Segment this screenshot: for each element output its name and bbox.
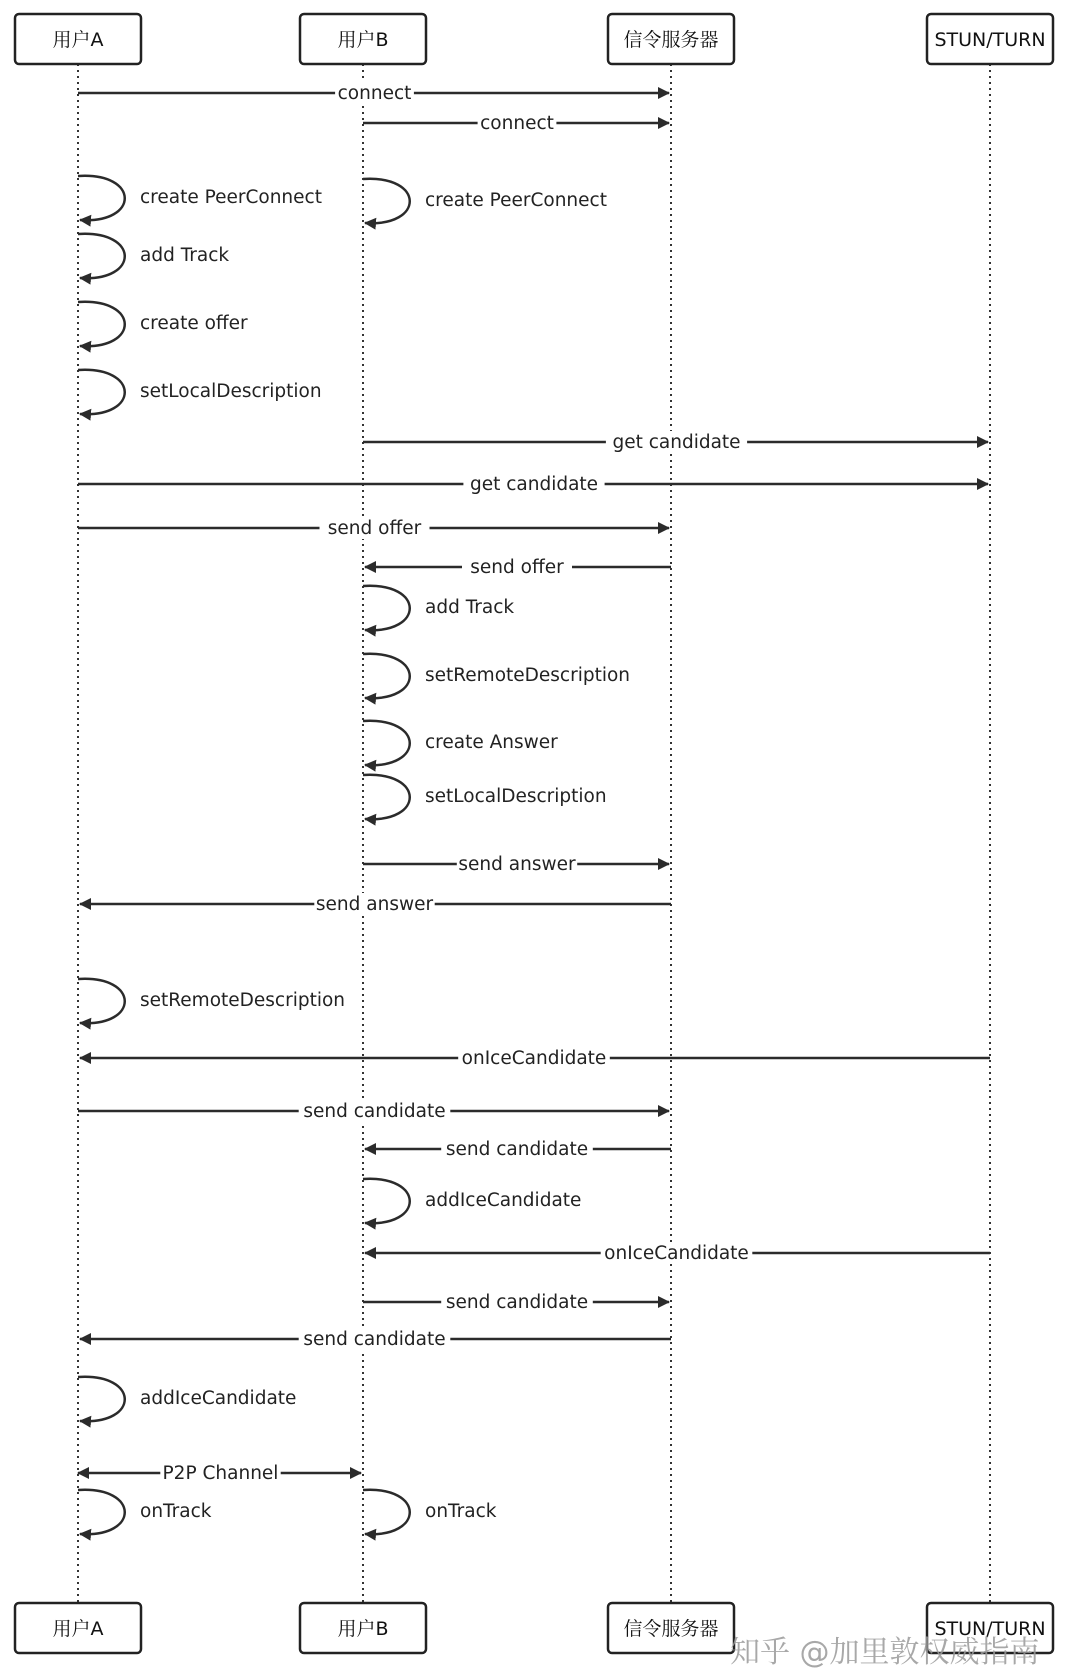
message-label: send offer [327,518,422,539]
self-call-loop [78,176,125,220]
self-call-arrow [78,979,345,1023]
self-call-loop [363,179,410,223]
self-call-label: onTrack [425,1501,497,1522]
message-label: send candidate [303,1329,446,1350]
self-call-loop [78,1490,125,1534]
self-call-arrow [363,1179,581,1223]
message-arrow [363,1291,669,1313]
self-call-arrow [363,1490,497,1534]
self-call-label: add Track [425,597,515,618]
self-call-arrow [78,176,322,220]
message-arrow [363,112,669,134]
message-label: get candidate [612,432,741,453]
self-call-loop [363,721,410,765]
participant-top-s [608,14,734,64]
message-label: get candidate [469,474,599,495]
self-call-loop [78,302,125,346]
message-arrow [78,1100,669,1122]
self-call-loop [78,370,125,414]
self-call-arrow [78,234,229,278]
self-call-loop [363,775,410,819]
self-call-label: create offer [140,313,248,334]
participant-top-b [300,14,426,64]
self-call-label: setLocalDescription [425,786,607,807]
self-call-label: setRemoteDescription [425,665,631,686]
message-arrow [78,473,988,495]
participant-top-t [927,14,1053,64]
self-call-arrow [78,1377,296,1421]
message-arrow [80,1047,990,1069]
participant-label: 信令服务器 [623,1618,719,1640]
watermark: 知乎 @加里敦权威指南 [730,1635,1040,1670]
participant-label: 用户A [52,29,104,51]
self-call-loop [363,1490,410,1534]
participant-top-a [15,14,141,64]
self-call-loop [363,654,410,698]
participant-label: STUN/TURN [934,1618,1046,1640]
participant-bottom-s [608,1603,734,1653]
self-call-arrow [363,654,630,698]
message-label: send answer [315,894,434,915]
self-call-loop [363,1179,410,1223]
participant-label: 用户A [52,1618,104,1640]
self-call-arrow [363,179,607,223]
self-call-arrow [363,586,514,630]
self-call-arrow [363,775,607,819]
message-arrow [365,556,671,578]
message-arrow [365,1242,990,1264]
self-call-loop [78,1377,125,1421]
self-call-arrow [363,721,558,765]
message-label: send candidate [303,1101,446,1122]
message-label: send offer [470,557,564,578]
message-arrow [363,431,988,453]
self-call-label: create Answer [425,732,558,753]
self-call-loop [78,979,125,1023]
self-call-arrow [78,302,248,346]
participant-label: 用户B [337,29,389,51]
message-label: send candidate [445,1292,589,1313]
self-call-label: addIceCandidate [425,1190,582,1211]
message-arrow [78,517,669,539]
self-call-loop [363,586,410,630]
self-call-arrow [78,370,322,414]
participant-label: 用户B [337,1618,389,1640]
p2p-channel-arrow [78,1462,361,1484]
self-call-label: addIceCandidate [140,1388,297,1409]
message-label: P2P Channel [162,1463,279,1484]
message-arrow [363,853,669,875]
message-label: connect [337,83,412,104]
self-call-arrow [78,1490,212,1534]
self-call-label: onTrack [140,1501,212,1522]
message-arrow [365,1138,671,1160]
message-label: send answer [458,854,576,875]
participant-label: STUN/TURN [934,29,1046,51]
self-call-label: create PeerConnect [140,187,322,208]
message-arrow [80,1328,671,1350]
message-label: onIceCandidate [461,1048,607,1069]
message-arrow [78,82,669,104]
self-call-label: setLocalDescription [140,381,322,402]
participant-label: 信令服务器 [623,29,719,51]
participant-bottom-b [300,1603,426,1653]
message-label: connect [480,113,554,134]
self-call-label: setRemoteDescription [140,990,346,1011]
message-arrow [80,893,671,915]
self-call-label: add Track [140,245,230,266]
message-label: send candidate [445,1139,589,1160]
self-call-loop [78,234,125,278]
participant-bottom-a [15,1603,141,1653]
message-label: onIceCandidate [604,1243,749,1264]
self-call-label: create PeerConnect [425,190,607,211]
